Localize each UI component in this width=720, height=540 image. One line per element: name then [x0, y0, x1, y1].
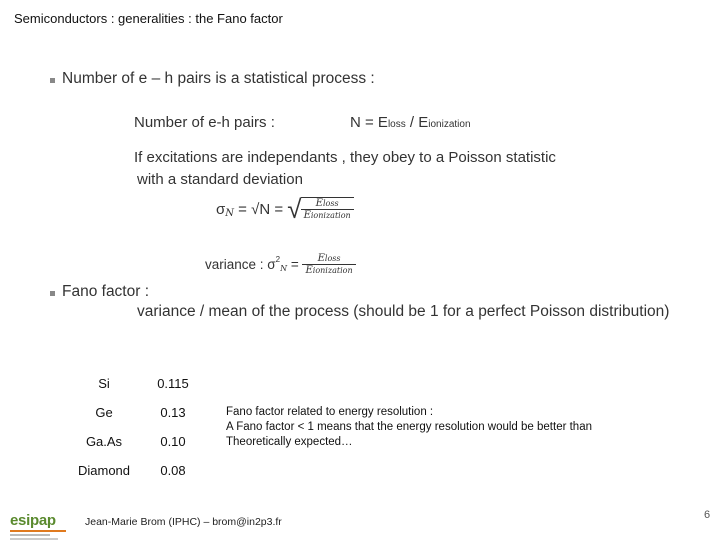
material-cell: Diamond	[77, 463, 131, 478]
note-line-3: Theoretically expected…	[226, 436, 353, 448]
fano-definition: variance / mean of the process (should be 1 for a perfect Poisson distribution)	[137, 303, 670, 320]
slide-title: Semiconductors : generalities : the Fano factor	[14, 11, 283, 26]
fano-value-cell: 0.10	[160, 434, 186, 449]
fano-value-cell: 0.08	[160, 463, 186, 478]
pairs-formula	[350, 114, 471, 131]
pairs-formula-div: / E	[405, 114, 429, 131]
material-cell: Ga.As	[85, 434, 123, 449]
pairs-formula-n: N = E	[350, 114, 388, 131]
pairs-sub-loss: loss	[387, 119, 406, 130]
table-row	[64, 456, 202, 485]
sigma-lhs: σ	[216, 200, 226, 218]
esipap-logo	[10, 512, 72, 538]
poisson-line-1: If excitations are independants , they obey to a Poisson statistic	[134, 149, 556, 166]
variance-formula: variance : σ 2 N = $\frac{\text{Eloss}}{\text{Eionization}}$	[205, 253, 356, 276]
sigma-formula: σ N = √N = √ $\frac{\text{Eloss}}{\text{Eionization}}$	[216, 196, 354, 222]
fano-value-cell: 0.13	[160, 405, 186, 420]
footer-author: Jean-Marie Brom (IPHC) – brom@in2p3.fr	[85, 516, 282, 528]
variance-fraction: $\frac{\text{Eloss}}{\text{Eionization}}$	[302, 253, 355, 276]
table-row	[64, 398, 202, 427]
variance-label: variance : σ	[205, 257, 276, 272]
bullet-marker	[50, 78, 55, 83]
table-row	[64, 369, 202, 398]
note-line-2: A Fano factor < 1 means that the energy resolution would be better than	[226, 421, 592, 433]
pairs-sub-ionization: ionization	[428, 119, 471, 130]
sigma-sub: N	[225, 207, 235, 219]
sigma-fraction: $\frac{\text{Eloss}}{\text{Eionization}}$	[301, 197, 354, 221]
sigma-mid: = √N =	[234, 200, 288, 218]
logo-text: esipap	[10, 512, 56, 529]
poisson-line-2: with a standard deviation	[137, 171, 303, 188]
bullet-marker	[50, 291, 55, 296]
fano-table	[64, 369, 202, 485]
page-number: 6	[704, 509, 711, 521]
material-cell: Si	[98, 376, 110, 391]
fano-value-cell: 0.115	[157, 376, 189, 391]
energy-resolution-note	[226, 405, 656, 450]
material-cell: Ge	[95, 405, 113, 420]
bullet-fano-factor: Fano factor :	[62, 283, 150, 300]
bullet-statistical-process: Number of e – h pairs is a statistical process :	[62, 70, 375, 87]
note-line-1: Fano factor related to energy resolution :	[226, 406, 434, 418]
pairs-label: Number of e-h pairs :	[134, 114, 275, 131]
table-row	[64, 427, 202, 456]
